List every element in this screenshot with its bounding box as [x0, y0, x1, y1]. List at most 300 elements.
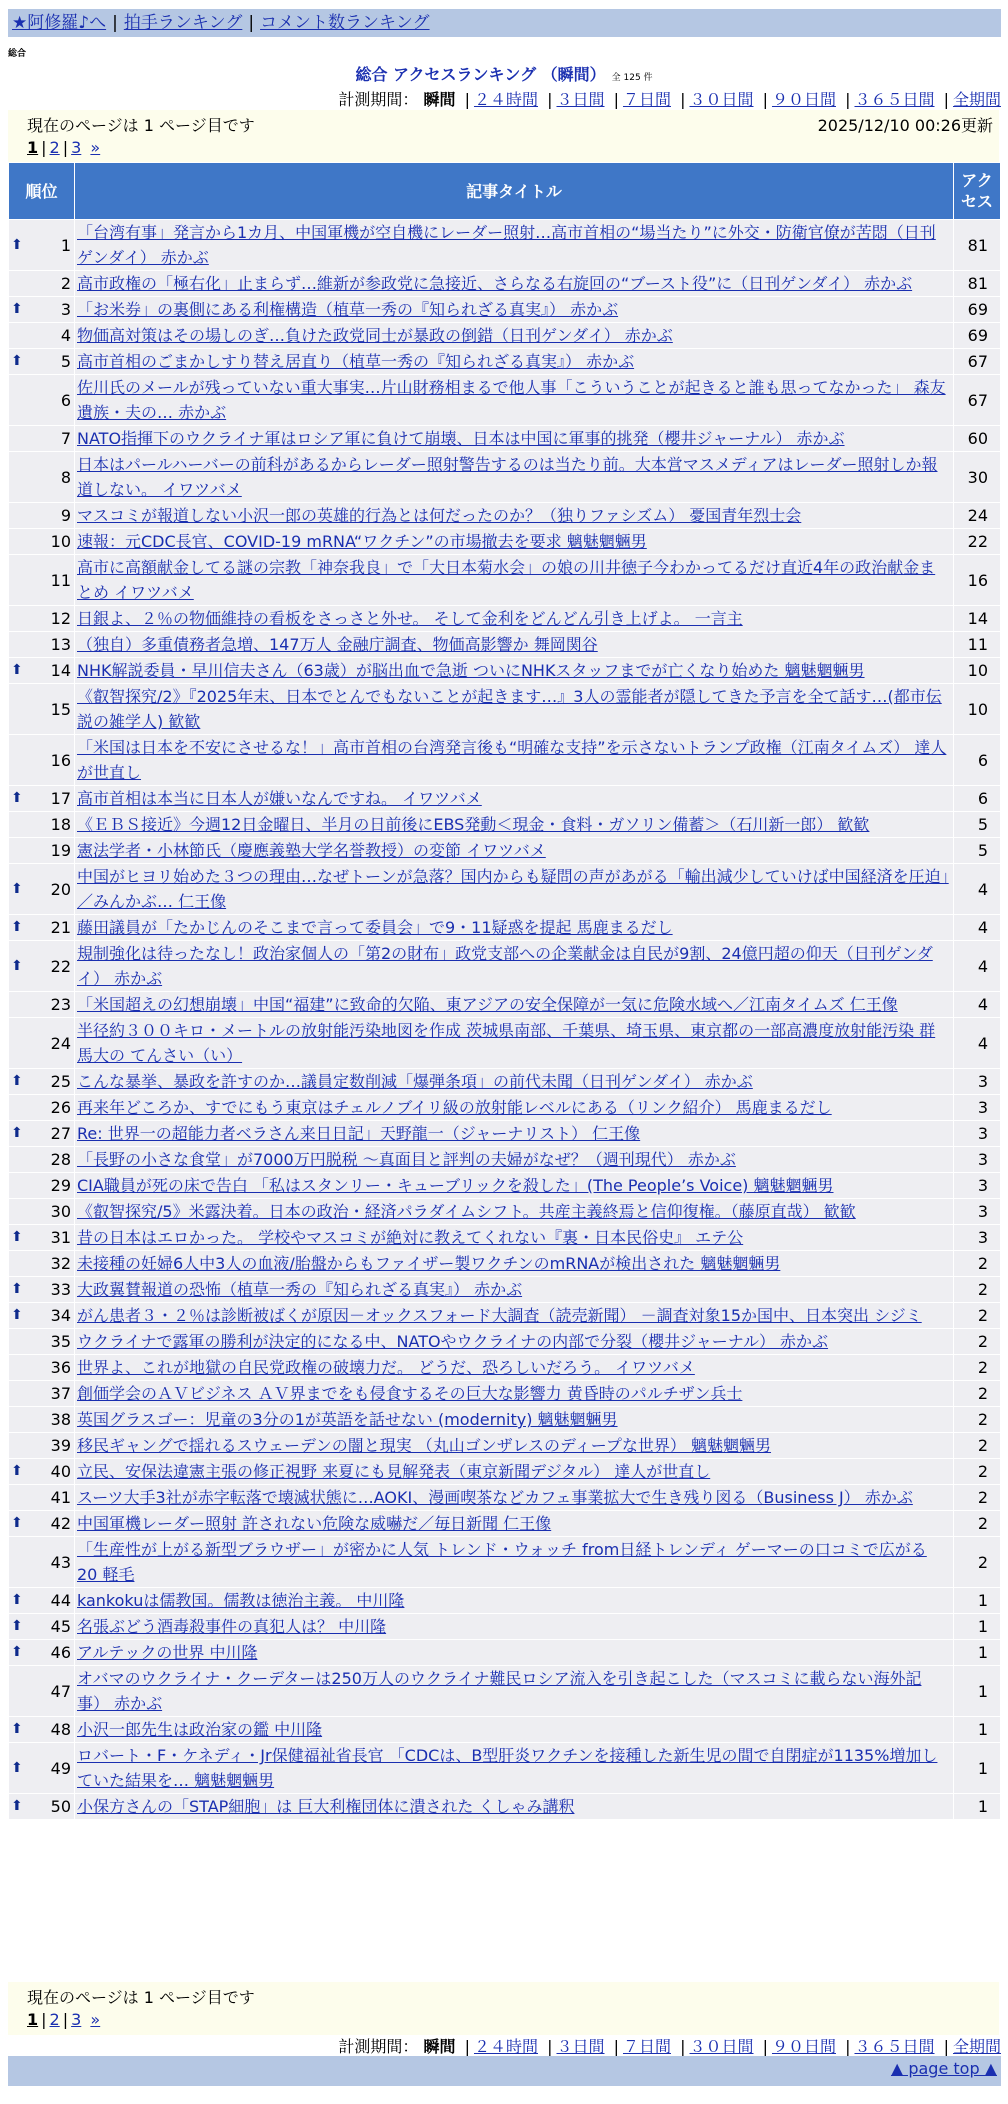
- header-rank: 順位: [9, 163, 74, 219]
- period-link-90d[interactable]: ９０日間: [771, 90, 836, 109]
- up-arrow-icon: ⬆: [11, 1721, 23, 1737]
- rank-number: 42: [50, 1514, 71, 1533]
- rank-number: 5: [60, 352, 71, 371]
- access-count: 2: [954, 1277, 1000, 1302]
- rank-number: 38: [50, 1410, 71, 1429]
- page-link-next-bottom[interactable]: »: [90, 2010, 101, 2029]
- nav-link-comment-ranking[interactable]: コメント数ランキング: [260, 13, 430, 33]
- table-row: [9, 1381, 1000, 1406]
- rank-number: 43: [50, 1552, 71, 1572]
- table-row: [9, 1407, 1000, 1432]
- title-cell: [75, 786, 953, 811]
- up-arrow-icon: ⬆: [11, 1644, 23, 1660]
- table-row: [9, 323, 1000, 348]
- title-cell: [75, 1095, 953, 1120]
- table-row: [9, 1329, 1000, 1354]
- article-link[interactable]: 《ＥＢＳ接近》今週12日金曜日、半月の日前後にEBS発動＜現金・食料・ガソリン備蓄＞（石川新一郎） 歓歓: [77, 815, 870, 834]
- article-link[interactable]: 世界よ、これが地獄の自民党政権の破壊力だ。 どうだ、恐ろしいだろう。 イワツバメ: [77, 1358, 695, 1377]
- table-row: [9, 606, 1000, 631]
- rank-cell: [9, 297, 74, 322]
- access-count: 4: [954, 864, 1000, 914]
- table-row: [9, 658, 1000, 683]
- up-arrow-icon: ⬆: [11, 1463, 23, 1479]
- article-link[interactable]: 「米国超えの幻想崩壊」中国“福建”に致命的欠陥、東アジアの安全保障が一気に危険水域へ／江南タイムズ 仁王像: [77, 995, 898, 1014]
- access-count: 5: [954, 812, 1000, 837]
- rank-cell: [9, 941, 74, 991]
- period-link-365d[interactable]: ３６５日間: [854, 90, 935, 109]
- rank-number: 36: [50, 1358, 71, 1377]
- rank-number: 21: [50, 918, 71, 937]
- access-count: 6: [954, 786, 1000, 811]
- period-link-30d-bottom[interactable]: ３０日間: [689, 2037, 754, 2056]
- period-link-3d[interactable]: ３日間: [556, 90, 605, 109]
- article-link[interactable]: 半径約３００キロ・メートルの放射能汚染地図を作成 茨城県南部、千葉県、埼玉県、東京都の一部高濃度放射能汚染 群馬大の てんさい（い）: [77, 1021, 936, 1065]
- access-count: 60: [954, 426, 1000, 451]
- access-count: 24: [954, 503, 1000, 528]
- period-label: 計測期間：: [338, 90, 419, 109]
- title-cell: [75, 1147, 953, 1172]
- table-row: [9, 864, 1000, 914]
- rank-number: 37: [50, 1384, 71, 1403]
- rank-cell: [9, 1069, 74, 1094]
- access-count: 1: [954, 1743, 1000, 1793]
- up-arrow-icon: ⬆: [11, 1798, 23, 1814]
- article-link[interactable]: がん患者３・２％は診断被ばくが原因－オックスフォード大調査（読売新聞） －調査対象15か国中、日本突出 シジミ: [77, 1306, 922, 1325]
- nav-separator: |: [248, 13, 255, 33]
- article-link[interactable]: 憲法学者・小林節氏（慶應義塾大学名誉教授）の変節 イワツバメ: [77, 841, 546, 860]
- access-count: 11: [954, 632, 1000, 657]
- rank-number: 13: [50, 635, 71, 654]
- table-row: [9, 1717, 1000, 1742]
- table-row: [9, 992, 1000, 1017]
- table-row: [9, 1121, 1000, 1146]
- title-cell: [75, 1485, 953, 1510]
- title-cell: [75, 1614, 953, 1639]
- period-link-90d-bottom[interactable]: ９０日間: [771, 2037, 836, 2056]
- title-cell: [75, 1459, 953, 1484]
- article-link[interactable]: 「米国は日本を不安にさせるな！」高市首相の台湾発言後も“明確な支持”を示さないトランプ政権（江南タイムズ） 達人が世直し: [77, 738, 947, 782]
- article-link[interactable]: 小保方さんの「STAP細胞」は 巨大利権団体に潰された くしゃみ講釈: [77, 1797, 575, 1816]
- page-link-2-bottom[interactable]: 2: [49, 2010, 60, 2029]
- article-link[interactable]: （独自）多重債務者急増、147万人 金融庁調査、物価高影響か 舞岡関谷: [77, 635, 598, 654]
- page-link-3-bottom[interactable]: 3: [71, 2010, 82, 2029]
- article-link[interactable]: kankokuは儒教国。儒教は徳治主義。 中川隆: [77, 1591, 405, 1610]
- title-cell: [75, 735, 953, 785]
- article-link[interactable]: 未接種の妊婦6人中3人の血液/胎盤からもファイザー製ワクチンのmRNAが検出された 魑魅魍魎男: [77, 1254, 781, 1273]
- table-row: [9, 1666, 1000, 1716]
- page-link-current: 1: [27, 138, 39, 157]
- table-row: [9, 1794, 1000, 1819]
- access-count: 2: [954, 1511, 1000, 1536]
- table-row: [9, 1069, 1000, 1094]
- access-count: 2: [954, 1355, 1000, 1380]
- access-count: 6: [954, 735, 1000, 785]
- access-count: 4: [954, 941, 1000, 991]
- access-count: 10: [954, 658, 1000, 683]
- period-link-7d[interactable]: ７日間: [622, 90, 671, 109]
- article-link[interactable]: 「お米券」の裏側にある利権構造（植草一秀の『知られざる真実』） 赤かぶ: [77, 300, 619, 319]
- article-link[interactable]: オバマのウクライナ・クーデターは250万人のウクライナ難民ロシア流入を引き起こした（マスコミに載らない海外記事） 赤かぶ: [77, 1669, 922, 1713]
- rank-number: 31: [50, 1228, 71, 1247]
- footer-bar: [8, 2056, 1001, 2086]
- rank-cell: [9, 1743, 74, 1793]
- rank-number: 39: [50, 1436, 71, 1455]
- table-row: [9, 1355, 1000, 1380]
- title-cell: [75, 658, 953, 683]
- rank-number: 29: [50, 1176, 71, 1195]
- access-count: 3: [954, 1199, 1000, 1224]
- title-cell: [75, 812, 953, 837]
- table-row: [9, 1225, 1000, 1250]
- access-count: 4: [954, 1018, 1000, 1068]
- table-row: [9, 555, 1000, 605]
- rank-number: 25: [50, 1072, 71, 1091]
- rank-number: 34: [50, 1306, 71, 1325]
- access-count: 1: [954, 1640, 1000, 1665]
- table-row: [9, 375, 1000, 425]
- title-cell: [75, 529, 953, 554]
- up-arrow-icon: ⬆: [11, 301, 23, 317]
- rank-cell: [9, 812, 74, 837]
- rank-cell: [9, 786, 74, 811]
- access-count: 30: [954, 452, 1000, 502]
- access-count: 3: [954, 1173, 1000, 1198]
- title-cell: [75, 1511, 953, 1536]
- ranking-table: [8, 162, 1001, 1820]
- rank-cell: [9, 1173, 74, 1198]
- article-link[interactable]: NATO指揮下のウクライナ軍はロシア軍に負けて崩壊、日本は中国に軍事的挑発（櫻井ジャーナル） 赤かぶ: [77, 429, 845, 448]
- article-link[interactable]: 佐川氏のメールが残っていない重大事実…片山財務相まるで他人事「こういうことが起きると誰も思ってなかった」 森友遺族・夫の… 赤かぶ: [77, 378, 946, 422]
- table-row: [9, 1095, 1000, 1120]
- rank-number: 49: [50, 1758, 71, 1778]
- title-cell: [75, 1199, 953, 1224]
- table-row: [9, 1277, 1000, 1302]
- title-cell: [75, 1717, 953, 1742]
- table-row: [9, 915, 1000, 940]
- title-cell: [75, 1537, 953, 1587]
- rank-cell: [9, 1225, 74, 1250]
- current-page-text: 現在のページは 1 ページ目です: [27, 116, 255, 135]
- rank-cell: [9, 503, 74, 528]
- rank-cell: [9, 735, 74, 785]
- rank-cell: [9, 1588, 74, 1613]
- access-count: 3: [954, 1095, 1000, 1120]
- article-link[interactable]: ウクライナで露軍の勝利が決定的になる中、NATOやウクライナの内部で分裂（櫻井ジャーナル） 赤かぶ: [77, 1332, 829, 1351]
- article-link[interactable]: スーツ大手3社が赤字転落で壊滅状態に…AOKI、漫画喫茶などカフェ事業拡大で生き残り図る（Business J） 赤かぶ: [77, 1488, 913, 1507]
- title-cell: [75, 992, 953, 1017]
- rank-number: 1: [60, 235, 71, 255]
- page-link-2[interactable]: 2: [49, 138, 60, 157]
- table-row: [9, 1303, 1000, 1328]
- article-link[interactable]: 中国軍機レーダー照射 許されない危険な威嚇だ／毎日新聞 仁王像: [77, 1514, 552, 1533]
- access-count: 2: [954, 1381, 1000, 1406]
- article-link[interactable]: 高市首相は本当に日本人が嫌いなんですね。 イワツバメ: [77, 789, 482, 808]
- access-count: 67: [954, 375, 1000, 425]
- period-link-24h-bottom[interactable]: ２４時間: [473, 2037, 538, 2056]
- title-cell: [75, 1381, 953, 1406]
- rank-cell: [9, 1147, 74, 1172]
- table-row: [9, 1433, 1000, 1458]
- access-count: 4: [954, 915, 1000, 940]
- article-link[interactable]: 《叡智探究/5》米露決着。日本の政治・経済パラダイムシフト。共産主義終焉と信仰復権。（藤原直哉） 歓歓: [77, 1202, 856, 1221]
- title-cell: [75, 375, 953, 425]
- page-link-3[interactable]: 3: [71, 138, 82, 157]
- table-row: [9, 1614, 1000, 1639]
- access-count: 1: [954, 1666, 1000, 1716]
- rank-number: 35: [50, 1332, 71, 1351]
- rank-number: 22: [50, 956, 71, 976]
- table-row: [9, 941, 1000, 991]
- page-top-link[interactable]: ▲ page top ▲: [890, 2059, 997, 2078]
- period-selector-bottom: 計測期間： 瞬間 | ２４時間 | ３日間 | ７日間 | ３０日間 | ９０日間 | ３６５日間 | 全期間: [338, 2037, 1001, 2056]
- up-arrow-icon: ⬆: [11, 236, 23, 253]
- article-link[interactable]: 日銀よ、２％の物価維持の看板をさっさと外せ。 そして金利をどんどん引き上げよ。 一言主: [77, 609, 743, 628]
- table-row: [9, 1485, 1000, 1510]
- rank-number: 14: [50, 661, 71, 680]
- article-link[interactable]: 「台湾有事」発言から1カ月、中国軍機が空自機にレーダー照射…高市首相の“場当たり”に外交・防衛官僚が苦悶（日刊ゲンダイ） 赤かぶ: [77, 223, 936, 267]
- rank-cell: [9, 864, 74, 914]
- period-link-24h[interactable]: ２４時間: [473, 90, 538, 109]
- rank-number: 15: [50, 699, 71, 719]
- article-link[interactable]: 規制強化は待ったなし！政治家個人の「第2の財布」政党支部への企業献金は自民が9割、24億円超の仰天（日刊ゲンダイ） 赤かぶ: [77, 944, 933, 988]
- article-link[interactable]: 小沢一郎先生は政治家の鑑 中川隆: [77, 1720, 323, 1739]
- table-row: [9, 349, 1000, 374]
- article-link[interactable]: ロバート・F・ケネディ・Jr保健福祉省長官 「CDCは、B型肝炎ワクチンを接種した新生児の間で自閉症が1135%増加していた結果を… 魑魅魍魎男: [77, 1746, 938, 1790]
- rank-cell: [9, 426, 74, 451]
- article-link[interactable]: 《叡智探究/2》『2025年末、日本でとんでもないことが起きます…』3人の霊能者が隠してきた予言を全て話す…(都市伝説の雑学人) 歓歓: [77, 687, 942, 731]
- article-link[interactable]: 再来年どころか、すでにもう東京はチェルノブイリ級の放射能レベルにある（リンク紹介） 馬鹿まるだし: [77, 1098, 832, 1117]
- rank-cell: [9, 555, 74, 605]
- rank-cell: [9, 838, 74, 863]
- rank-number: 27: [50, 1124, 71, 1143]
- title-cell: [75, 1225, 953, 1250]
- up-arrow-icon: ⬆: [11, 1281, 23, 1297]
- rank-cell: [9, 1329, 74, 1354]
- current-page-text-bottom: 現在のページは 1 ページ目です: [27, 1988, 255, 2007]
- article-link[interactable]: 立民、安保法違憲主張の修正視野 来夏にも見解発表（東京新聞デジタル） 達人が世直し: [77, 1462, 711, 1481]
- access-count: 1: [954, 1717, 1000, 1742]
- article-link[interactable]: 藤田議員が「たかじんのそこまで言って委員会」で9・11疑惑を提起 馬鹿まるだし: [77, 918, 673, 937]
- rank-cell: [9, 1485, 74, 1510]
- rank-number: 18: [50, 815, 71, 834]
- article-link[interactable]: アルテックの世界 中川隆: [77, 1643, 258, 1662]
- rank-cell: [9, 529, 74, 554]
- title-cell: [75, 838, 953, 863]
- article-link[interactable]: 日本はパールハーバーの前科があるからレーダー照射警告するのは当たり前。大本営マスメディアはレーダー照射しか報道しない。 イワツバメ: [77, 455, 938, 499]
- access-count: 3: [954, 1225, 1000, 1250]
- page-info-top: [8, 110, 999, 163]
- rank-number: 2: [60, 274, 71, 293]
- article-link[interactable]: 英国グラスゴー：児童の3分の1が英語を話せない (modernity) 魑魅魍魎男: [77, 1410, 618, 1429]
- access-count: 2: [954, 1485, 1000, 1510]
- table-header-row: [9, 163, 1000, 219]
- access-count: 81: [954, 220, 1000, 270]
- access-count: 2: [954, 1251, 1000, 1276]
- table-row: [9, 529, 1000, 554]
- rank-number: 4: [60, 326, 71, 345]
- rank-cell: [9, 220, 74, 270]
- table-row: [9, 632, 1000, 657]
- page-link-current-bottom: 1: [27, 2010, 39, 2029]
- article-link[interactable]: 速報：元CDC長官、COVID-19 mRNA“ワクチン”の市場撤去を要求 魑魅魍魎男: [77, 532, 647, 551]
- table-row: [9, 1459, 1000, 1484]
- title-cell: [75, 632, 953, 657]
- rank-number: 23: [50, 995, 71, 1014]
- rank-cell: [9, 1355, 74, 1380]
- period-link-365d-bottom[interactable]: ３６５日間: [854, 2037, 935, 2056]
- up-arrow-icon: ⬆: [11, 1515, 23, 1531]
- article-link[interactable]: 高市に高額献金してる謎の宗教「神奈我良」で「大日本菊水会」の娘の川井徳子今わかってるだけ直近4年の政治献金まとめ イワツバメ: [77, 558, 936, 602]
- table-row: [9, 786, 1000, 811]
- title-cell: [75, 1251, 953, 1276]
- article-link[interactable]: 大政翼賛報道の恐怖（植草一秀の『知られざる真実』） 赤かぶ: [77, 1280, 523, 1299]
- total-count: 全 125 件: [611, 73, 653, 83]
- header-access: アクセス: [954, 163, 1000, 219]
- rank-number: 44: [50, 1591, 71, 1610]
- table-row: [9, 1537, 1000, 1587]
- access-count: 3: [954, 1121, 1000, 1146]
- title-cell: [75, 1303, 953, 1328]
- article-link[interactable]: 名張ぶどう酒毒殺事件の真犯人は？ 中川隆: [77, 1617, 387, 1636]
- article-link[interactable]: 中国がヒヨリ始めた３つの理由…なぜトーンが急落？国内からも疑問の声があがる「輸出減少していけば中国経済を圧迫」／みんかぶ… 仁王像: [77, 867, 949, 911]
- table-row: [9, 1173, 1000, 1198]
- rank-cell: [9, 992, 74, 1017]
- rank-number: 3: [60, 300, 71, 319]
- article-link[interactable]: 移民ギャングで揺れるスウェーデンの闇と現実 （丸山ゴンザレスのディープな世界） 魑魅魍魎男: [77, 1436, 772, 1455]
- access-count: 1: [954, 1588, 1000, 1613]
- access-count: 16: [954, 555, 1000, 605]
- article-link[interactable]: 創価学会のＡＶビジネス ＡＶ界までをも侵食するその巨大な影響力 黄昏時のパルチザン兵士: [77, 1384, 743, 1403]
- rank-number: 30: [50, 1202, 71, 1221]
- access-count: 22: [954, 529, 1000, 554]
- up-arrow-icon: ⬆: [11, 1229, 23, 1245]
- article-link[interactable]: 「長野の小さな食堂」が7000万円脱税 ～真面目と評判の夫婦がなぜ？（週刊現代） 赤かぶ: [77, 1150, 736, 1169]
- table-row: [9, 297, 1000, 322]
- rank-cell: [9, 1381, 74, 1406]
- rank-number: 16: [50, 750, 71, 770]
- title-cell: [75, 1329, 953, 1354]
- title-cell: [75, 555, 953, 605]
- nav-separator: |: [112, 13, 118, 33]
- rank-cell: [9, 1018, 74, 1068]
- title-cell: [75, 1794, 953, 1819]
- page-info-bottom: [8, 1982, 999, 2035]
- period-link-7d-bottom[interactable]: ７日間: [622, 2037, 671, 2056]
- article-link[interactable]: 物価高対策はその場しのぎ…負けた政党同士が暴政の倒錯（日刊ゲンダイ） 赤かぶ: [77, 326, 673, 345]
- table-row: [9, 838, 1000, 863]
- rank-cell: [9, 684, 74, 734]
- title-cell: [75, 1588, 953, 1613]
- article-link[interactable]: マスコミが報道しない小沢一郎の英雄的行為とは何だったのか？（独りファシズム） 憂国青年烈士会: [77, 506, 802, 525]
- access-count: 81: [954, 271, 1000, 296]
- article-link[interactable]: こんな暴挙、暴政を許すのか…議員定数削減「爆弾条項」の前代未聞（日刊ゲンダイ） 赤かぶ: [77, 1072, 753, 1091]
- rank-number: 24: [50, 1033, 71, 1053]
- rank-number: 45: [50, 1617, 71, 1636]
- article-link[interactable]: 「生産性が上がる新型ブラウザー」が密かに人気 トレンド・ウォッチ from日経トレンディ ゲーマーの口コミで広がる 20 軽毛: [77, 1540, 927, 1584]
- period-link-all[interactable]: 全期間: [952, 90, 1001, 109]
- article-link[interactable]: NHK解説委員・早川信夫さん（63歳）が脳出血で急逝 ついにNHKスタッフまでが亡くなり始めた 魑魅魍魎男: [77, 661, 865, 680]
- rank-cell: [9, 1794, 74, 1819]
- up-arrow-icon: ⬆: [11, 880, 23, 897]
- table-row: [9, 220, 1000, 270]
- title-cell: [75, 1069, 953, 1094]
- table-row: [9, 812, 1000, 837]
- up-arrow-icon: ⬆: [11, 353, 23, 369]
- page-link-next[interactable]: »: [90, 138, 101, 157]
- period-current-bottom: 瞬間: [423, 2037, 456, 2056]
- rank-number: 9: [60, 506, 71, 525]
- rank-cell: [9, 1277, 74, 1302]
- table-row: [9, 1147, 1000, 1172]
- rank-number: 6: [60, 390, 71, 410]
- title-cell: [75, 941, 953, 991]
- rank-number: 47: [50, 1681, 71, 1701]
- rank-cell: [9, 271, 74, 296]
- up-arrow-icon: ⬆: [11, 1592, 23, 1608]
- article-link[interactable]: Re: 世界一の超能力者ベラさん来日日記」天野龍一（ジャーナリスト） 仁王像: [77, 1124, 641, 1143]
- period-link-all-bottom[interactable]: 全期間: [952, 2037, 1001, 2056]
- title-cell: [75, 1743, 953, 1793]
- rank-number: 10: [50, 532, 71, 551]
- title-cell: [75, 1121, 953, 1146]
- rank-cell: [9, 1640, 74, 1665]
- access-count: 14: [954, 606, 1000, 631]
- table-row: [9, 1511, 1000, 1536]
- title-cell: [75, 684, 953, 734]
- article-link[interactable]: CIA職員が死の床で告白 「私はスタンリー・キューブリックを殺した」(The People’s Voice) 魑魅魍魎男: [77, 1176, 834, 1195]
- rank-cell: [9, 1303, 74, 1328]
- rank-cell: [9, 1537, 74, 1587]
- rank-number: 46: [50, 1643, 71, 1662]
- category-label: 総合: [8, 49, 27, 59]
- access-count: 69: [954, 297, 1000, 322]
- rank-cell: [9, 1433, 74, 1458]
- access-count: 67: [954, 349, 1000, 374]
- article-link[interactable]: 高市政権の「極右化」止まらず…維新が参政党に急接近、さらなる右旋回の“ブースト役”に（日刊ゲンダイ） 赤かぶ: [77, 274, 913, 293]
- nav-link-asyura[interactable]: ★阿修羅♪へ: [12, 13, 107, 33]
- title-cell: [75, 1173, 953, 1198]
- article-link[interactable]: 昔の日本はエロかった。 学校やマスコミが絶対に教えてくれない『裏・日本民俗史』 エテ公: [77, 1228, 744, 1247]
- title-cell: [75, 864, 953, 914]
- access-count: 2: [954, 1459, 1000, 1484]
- title-cell: [75, 349, 953, 374]
- table-row: [9, 1588, 1000, 1613]
- table-row: [9, 684, 1000, 734]
- title-cell: [75, 1640, 953, 1665]
- rank-cell: [9, 632, 74, 657]
- access-count: 3: [954, 1069, 1000, 1094]
- article-link[interactable]: 高市首相のごまかしすり替え居直り（植草一秀の『知られざる真実』） 赤かぶ: [77, 352, 635, 371]
- rank-number: 50: [50, 1797, 71, 1816]
- access-count: 1: [954, 1794, 1000, 1819]
- access-count: 4: [954, 992, 1000, 1017]
- title-cell: [75, 271, 953, 296]
- rank-number: 40: [50, 1462, 71, 1481]
- table-row: [9, 735, 1000, 785]
- period-link-30d[interactable]: ３０日間: [689, 90, 754, 109]
- updated-timestamp: 2025/12/10 00:26更新: [817, 116, 993, 135]
- rank-number: 26: [50, 1098, 71, 1117]
- title-cell: [75, 220, 953, 270]
- period-link-3d-bottom[interactable]: ３日間: [556, 2037, 605, 2056]
- access-count: 1: [954, 1614, 1000, 1639]
- up-arrow-icon: ⬆: [11, 790, 23, 806]
- up-arrow-icon: ⬆: [11, 1307, 23, 1323]
- rank-cell: [9, 452, 74, 502]
- table-row: [9, 1640, 1000, 1665]
- nav-link-applause-ranking[interactable]: 拍手ランキング: [123, 13, 243, 33]
- rank-number: 33: [50, 1280, 71, 1299]
